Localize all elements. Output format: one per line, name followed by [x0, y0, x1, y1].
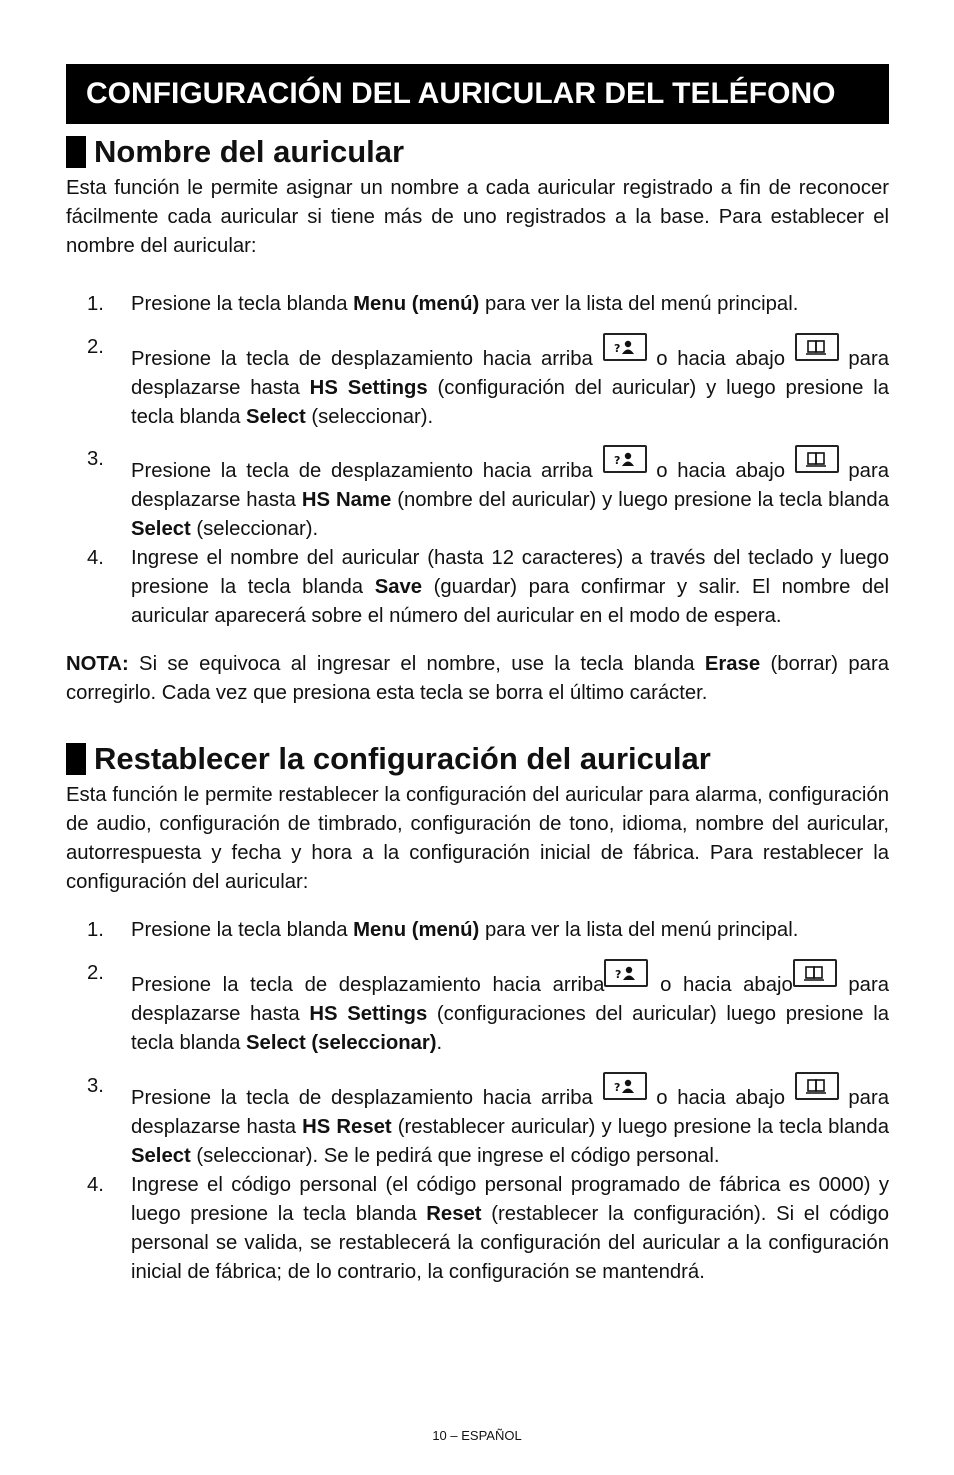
banner-title: CONFIGURACIÓN DEL AURICULAR DEL TELÉFONO	[86, 77, 836, 110]
step-item	[66, 544, 889, 631]
step-text: (seleccionar). Se le pedirá que ingrese el código personal.	[190, 1145, 720, 1167]
step-list	[66, 916, 889, 1287]
step-number: 3.	[87, 1075, 104, 1097]
svg-text:?: ?	[613, 454, 620, 467]
step-text: (nombre del auricular) y luego presione la tecla blanda	[391, 489, 889, 511]
section-heading-handset-name	[66, 130, 889, 174]
scroll-down-book-icon	[795, 1072, 839, 1100]
note-text: (borrar) para corregirlo. Cada vez que presiona esta tecla se borra el último carácter.	[66, 653, 889, 704]
section-heading-text: Nombre del auricular	[94, 134, 405, 169]
menu-option-name: HS Settings	[309, 377, 428, 399]
step-text: o hacia abajo	[648, 974, 793, 996]
step-text: para ver la lista del menú principal.	[479, 293, 799, 315]
step-item	[66, 290, 889, 319]
scroll-up-phonebook-icon	[603, 333, 647, 361]
step-number: 4.	[87, 1174, 104, 1196]
step-text: para desplazarse hasta	[131, 348, 889, 399]
step-text: Presione la tecla de desplazamiento hacia arriba	[131, 348, 603, 370]
section-banner	[66, 64, 889, 124]
soft-key-name: Save	[374, 576, 423, 598]
step-text: (configuración del auricular) y luego presione la tecla blanda	[131, 377, 889, 428]
section-intro: Esta función le permite restablecer la configuración del auricular para alarma, configuración de audio, configuración de timbrado, configuración de tono, idioma, nombre del auricular, autorrespuesta y fecha y hora a la configuración inicial de fábrica. Para restablecer la configuración del auricular:	[66, 784, 889, 893]
step-text: o hacia abajo	[646, 1087, 795, 1109]
step-number: 1.	[87, 919, 104, 941]
step-item	[66, 916, 889, 945]
step-text: o hacia abajo	[646, 348, 795, 370]
section-intro: Esta función le permite asignar un nombre a cada auricular registrado a fin de reconocer fácilmente cada auricular si tiene más de uno registrados a la base. Para establecer el nombre del auricular:	[66, 177, 889, 257]
svg-text:?: ?	[615, 968, 622, 981]
page-footer: 10 – ESPAÑOL	[432, 1428, 522, 1443]
step-text: Presione la tecla de desplazamiento hacia arriba	[131, 1087, 603, 1109]
step-text: para desplazarse hasta	[131, 1087, 889, 1138]
step-text: Presione la tecla de desplazamiento hacia arriba	[131, 460, 603, 482]
note-label: NOTA:	[66, 653, 129, 675]
step-text: para desplazarse hasta	[131, 974, 889, 1025]
step-text: (restablecer auricular) y luego presione la tecla blanda	[391, 1116, 889, 1138]
step-number: 4.	[87, 547, 104, 569]
step-text: para ver la lista del menú principal.	[479, 919, 799, 941]
step-text: (configuraciones del auricular) luego presione la tecla blanda	[131, 1003, 889, 1054]
step-text: Presione la tecla blanda	[131, 919, 354, 941]
step-item	[66, 445, 889, 544]
step-text: o hacia abajo	[646, 460, 795, 482]
soft-key-name: Menu (menú)	[353, 293, 480, 315]
step-text: (seleccionar).	[305, 406, 434, 428]
step-text: Presione la tecla blanda	[131, 293, 354, 315]
menu-option-name: HS Name	[301, 489, 392, 511]
step-item	[66, 1072, 889, 1171]
note-paragraph	[66, 650, 889, 708]
step-text: Ingrese el código personal (el código personal programado de fábrica es 0000) y luego presione la tecla blanda	[131, 1174, 889, 1225]
step-text: para desplazarse hasta	[131, 460, 889, 511]
svg-text:?: ?	[613, 1081, 620, 1094]
soft-key-name: Reset	[426, 1203, 482, 1225]
step-number: 1.	[87, 293, 104, 315]
heading-bar	[66, 136, 86, 168]
heading-bar	[66, 743, 86, 775]
soft-key-name: Select	[246, 406, 306, 428]
menu-option-name: HS Reset	[302, 1116, 392, 1138]
step-text: (guardar) para confirmar y salir. El nombre del auricular aparecerá sobre el número del auricular en el modo de espera.	[131, 576, 889, 627]
step-item	[66, 1171, 889, 1287]
section-heading-handset-reset	[66, 737, 889, 781]
scroll-up-phonebook-icon	[604, 959, 648, 987]
scroll-down-book-icon	[795, 445, 839, 473]
step-text: (restablecer la configuración). Si el código personal se valida, se restablecerá la configuración del auricular a la configuración inicial de fábrica; de lo contrario, la configuración se mantendrá.	[131, 1203, 889, 1283]
step-number: 2.	[87, 962, 104, 984]
soft-key-name: Menu (menú)	[353, 919, 480, 941]
menu-option-name: HS Settings	[309, 1003, 428, 1025]
step-item	[66, 959, 889, 1058]
scroll-up-phonebook-icon	[603, 445, 647, 473]
section-heading-text: Restablecer la configuración del auricular	[94, 741, 711, 776]
manual-page	[66, 64, 889, 1287]
note-text: Si se equivoca al ingresar el nombre, use la tecla blanda	[128, 653, 705, 675]
step-number: 2.	[87, 336, 104, 358]
step-text: Ingrese el nombre del auricular (hasta 12 caracteres) a través del teclado y luego presione la tecla blanda	[131, 547, 889, 598]
svg-text:?: ?	[613, 342, 620, 355]
scroll-down-book-icon	[795, 333, 839, 361]
soft-key-name: Select	[131, 1145, 191, 1167]
step-list	[66, 290, 889, 631]
scroll-down-book-icon	[793, 959, 837, 987]
step-item	[66, 333, 889, 432]
step-text: .	[436, 1032, 443, 1054]
scroll-up-phonebook-icon	[603, 1072, 647, 1100]
step-number: 3.	[87, 448, 104, 470]
soft-key-name: Erase	[704, 653, 761, 675]
step-text: (seleccionar).	[190, 518, 319, 540]
step-text: Presione la tecla de desplazamiento hacia arriba	[131, 974, 605, 996]
soft-key-name: Select (seleccionar)	[246, 1032, 437, 1054]
soft-key-name: Select	[131, 518, 191, 540]
